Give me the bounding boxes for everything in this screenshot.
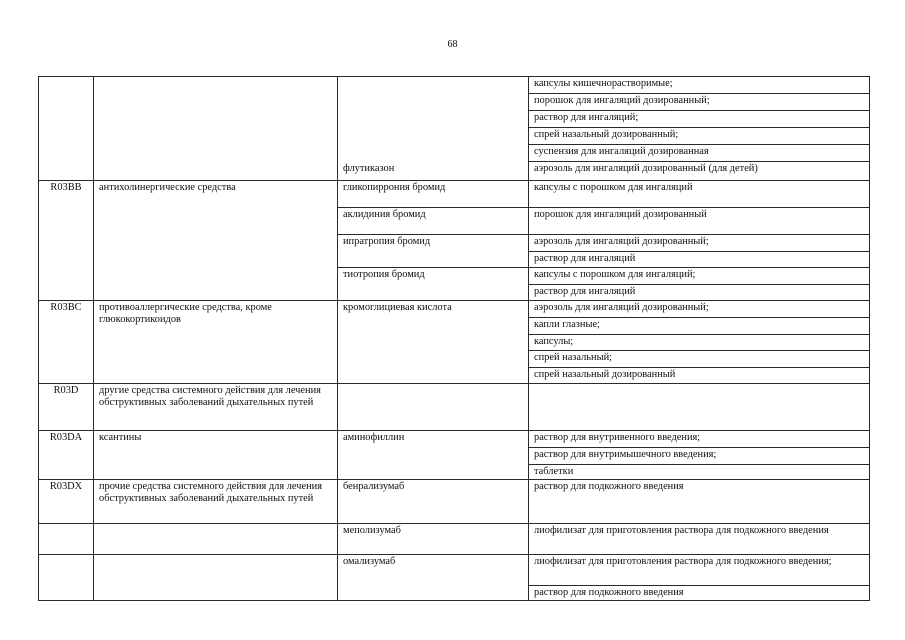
- form-cell: раствор для ингаляций;: [529, 111, 870, 128]
- form-cell: таблетки: [529, 465, 870, 480]
- atc-code-cell: [39, 77, 94, 181]
- table-row: [39, 181, 870, 208]
- atc-code-cell: R03BB: [39, 181, 94, 301]
- form-cell: капсулы;: [529, 335, 870, 351]
- table-row: [39, 524, 870, 555]
- form-cell: капсулы с порошком для ингаляций;: [529, 268, 870, 285]
- form-cell: порошок для ингаляций дозированный;: [529, 94, 870, 111]
- form-cell: спрей назальный дозированный: [529, 368, 870, 384]
- page-number: 68: [447, 39, 458, 50]
- table-row: [39, 77, 870, 94]
- drug-table-container: [38, 76, 869, 601]
- form-cell: раствор для внутримышечного введения;: [529, 448, 870, 465]
- group-cell: ксантины: [94, 431, 338, 480]
- atc-code-cell: [39, 524, 94, 555]
- table-row: [39, 480, 870, 524]
- drug-cell: тиотропия бромид: [338, 268, 529, 301]
- table-row: [39, 384, 870, 431]
- group-cell: [94, 77, 338, 181]
- drug-cell: ипратропия бромид: [338, 235, 529, 268]
- form-cell: лиофилизат для приготовления раствора для подкожного введения: [529, 524, 870, 555]
- atc-code-cell: R03D: [39, 384, 94, 431]
- drug-cell: гликопиррония бромид: [338, 181, 529, 208]
- drug-cell: [338, 384, 529, 431]
- form-cell: аэрозоль для ингаляций дозированный;: [529, 301, 870, 318]
- form-cell: капли глазные;: [529, 318, 870, 335]
- drug-cell: бенрализумаб: [338, 480, 529, 524]
- form-cell: раствор для подкожного введения: [529, 586, 870, 601]
- form-cell: раствор для ингаляций: [529, 285, 870, 301]
- group-cell: антихолинергические средства: [94, 181, 338, 301]
- form-cell: раствор для внутривенного введения;: [529, 431, 870, 448]
- atc-code-cell: R03DA: [39, 431, 94, 480]
- table-row: [39, 431, 870, 448]
- form-cell: спрей назальный дозированный;: [529, 128, 870, 145]
- form-cell: аэрозоль для ингаляций дозированный (для детей): [529, 162, 870, 181]
- drug-cell: омализумаб: [338, 555, 529, 601]
- form-cell: капсулы кишечнорастворимые;: [529, 77, 870, 94]
- group-cell: противоаллергические средства, кроме глюкокортикоидов: [94, 301, 338, 384]
- form-cell: капсулы с порошком для ингаляций: [529, 181, 870, 208]
- drug-cell: [338, 77, 529, 162]
- form-cell: порошок для ингаляций дозированный: [529, 208, 870, 235]
- form-cell: лиофилизат для приготовления раствора для подкожного введения;: [529, 555, 870, 586]
- form-cell: раствор для ингаляций: [529, 252, 870, 268]
- drug-cell: аминофиллин: [338, 431, 529, 480]
- atc-code-cell: R03BC: [39, 301, 94, 384]
- group-cell: другие средства системного действия для лечения обструктивных заболеваний дыхательных путей: [94, 384, 338, 431]
- drug-cell: кромоглициевая кислота: [338, 301, 529, 384]
- group-cell: [94, 555, 338, 601]
- drug-cell: меполизумаб: [338, 524, 529, 555]
- table-row: [39, 301, 870, 318]
- form-cell: аэрозоль для ингаляций дозированный;: [529, 235, 870, 252]
- atc-code-cell: [39, 555, 94, 601]
- form-cell: спрей назальный;: [529, 351, 870, 368]
- table-row: [39, 555, 870, 586]
- drug-cell: аклидиния бромид: [338, 208, 529, 235]
- atc-code-cell: R03DX: [39, 480, 94, 524]
- form-cell: суспензия для ингаляций дозированная: [529, 145, 870, 162]
- drug-table: [38, 76, 870, 601]
- form-cell: раствор для подкожного введения: [529, 480, 870, 524]
- drug-cell: флутиказон: [338, 162, 529, 181]
- group-cell: прочие средства системного действия для лечения обструктивных заболеваний дыхательных путей: [94, 480, 338, 524]
- form-cell: [529, 384, 870, 431]
- group-cell: [94, 524, 338, 555]
